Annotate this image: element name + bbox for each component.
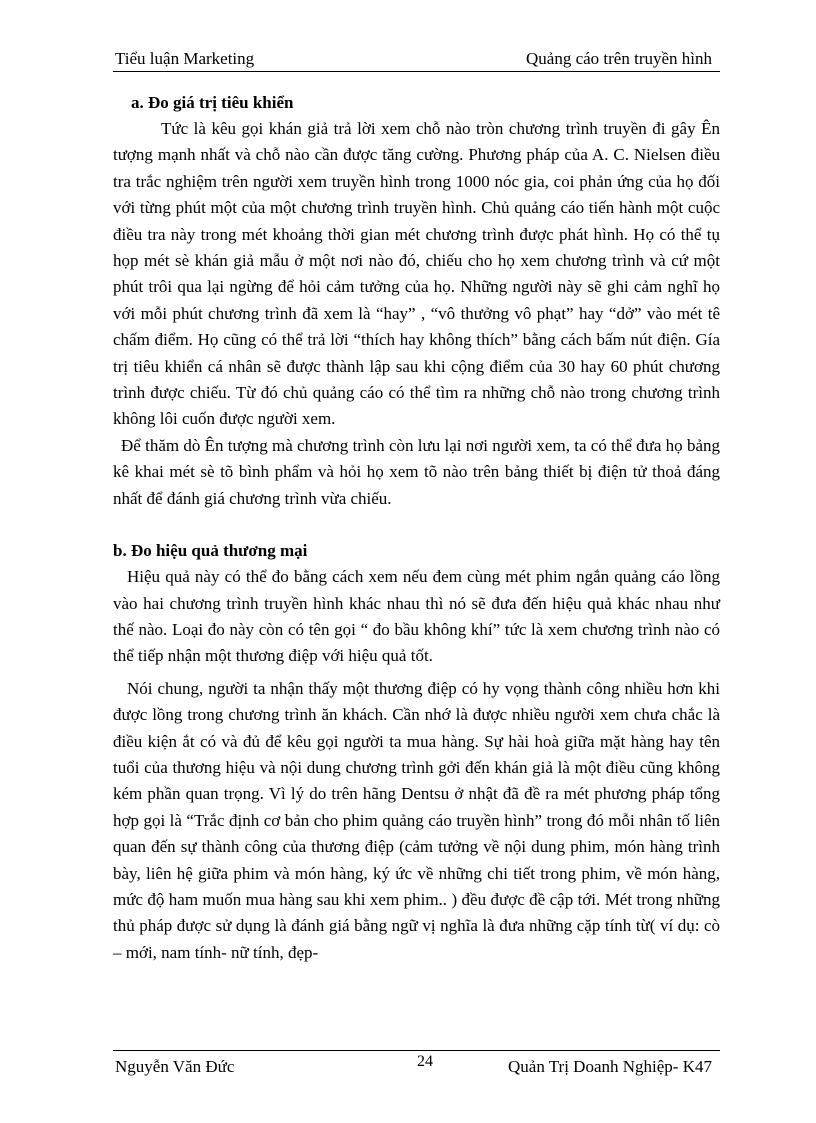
section-a-heading: a. Đo giá trị tiêu khiển bbox=[131, 93, 294, 112]
footer-author: Nguyễn Văn Đức bbox=[115, 1057, 235, 1076]
page-header bbox=[113, 47, 720, 72]
header-title-right: Quảng cáo trên truyền hình bbox=[526, 49, 712, 68]
section-a-paragraph-2: Để thăm dò Ên tượng mà chương trình còn lưu lại nơi người xem, ta có thể đưa họ bảng kê khai mét sè tõ bình phẩm và hỏi họ xem tõ nào trên bảng thiết bị điện tử thoả đáng nhất để đánh giá chương trình vừa chiếu. bbox=[113, 435, 720, 508]
section-a-paragraph-1: Tức là kêu gọi khán giả trả lời xem chỗ nào tròn chương trình truyền đi gây Ên tượng mạnh nhất và chỗ nào cần được tăng cường. Phương pháp của A. C. Nielsen điều tra trắc nghiệm trên người xem truyền hình trong 1000 nóc gia, coi phản ứng của họ đối với từng phút một của một chương trình truyền hình. Chủ quảng cáo tiến hành một cuộc điều tra này trong mét khoảng thời gian mét chương trình được phát hình. Họ có thể tụ họp mét sè khán giả mẫu ở một nơi nào đó, chiếu cho họ xem chương trình và cứ một phút trôi qua lại ngừng để hỏi cảm tưởng của họ. Những người này sẽ ghi cảm nghĩ họ với mỗi phút chương trình đã xem là “hay” , “vô thưởng vô phạt” hay “dở” vào mét tê chấm điểm. Họ cũng có thể trả lời “thích hay không thích” bằng cách bấm nút điện. Gía trị tiêu khiển cá nhân sẽ được thành lập sau khi cộng điểm của 30 hay 60 phút chương trình được chiếu. Từ đó chủ quảng cáo có thể tìm ra những chỗ nào trong chương trình không lôi cuốn được người xem. bbox=[113, 119, 720, 429]
section-b-paragraph-2: Nói chung, người ta nhận thấy một thương điệp có hy vọng thành công nhiều hơn khi được lồng trong chương trình ăn khách. Cần nhớ là được nhiều người xem chưa chắc là điều kiện ắt có và đủ để kêu gọi người ta mua hàng. Sự hài hoà giữa mặt hàng hay tên tuổi của thương hiệu và nội dung chương trình gởi đến khán giả là một điều cũng không kém phần quan trọng. Vì lý do trên hãng Dentsu ở nhật đã đề ra mét phương pháp tổng hợp gọi là “Trắc định cơ bản cho phim quảng cáo truyền hình” trong đó mỗi nhân tố liên quan đến sự thành công của thương điệp (cảm tưởng về nội dung phim, món hàng trình bày, liên hệ giữa phim và món hàng, ký ức về những chi tiết trong phim, về món hàng, mức độ ham muốn mua hàng sau khi xem phim.. ) đều được đề cập tới. Mét trong những thủ pháp được sử dụng là đánh giá bằng ngữ vị nghĩa là đưa những cặp tính từ( ví dụ: cò – mới, nam tính- nữ tính, đẹp- bbox=[113, 678, 720, 962]
page-number: 24 bbox=[417, 1053, 433, 1070]
page-footer bbox=[113, 1050, 720, 1081]
section-b-paragraph-1: Hiệu quả này có thể đo bằng cách xem nếu đem cùng mét phim ngắn quảng cáo lồng vào hai chương trình truyền hình khác nhau thì nó sẽ đưa đến hiệu quả khác nhau như thế nào. Loại đo này còn có tên gọi “ đo bầu không khí” tức là xem chương trình nào có thể tiếp nhận một thương điệp với hiệu quả tốt. bbox=[113, 567, 720, 666]
section-b-heading: b. Đo hiệu quả thương mại bbox=[113, 541, 308, 561]
header-title-left: Tiểu luận Marketing bbox=[115, 49, 255, 68]
page-body bbox=[113, 90, 720, 966]
footer-program: Quản Trị Doanh Nghiệp- K47 bbox=[508, 1057, 712, 1076]
section-spacer bbox=[113, 512, 720, 538]
